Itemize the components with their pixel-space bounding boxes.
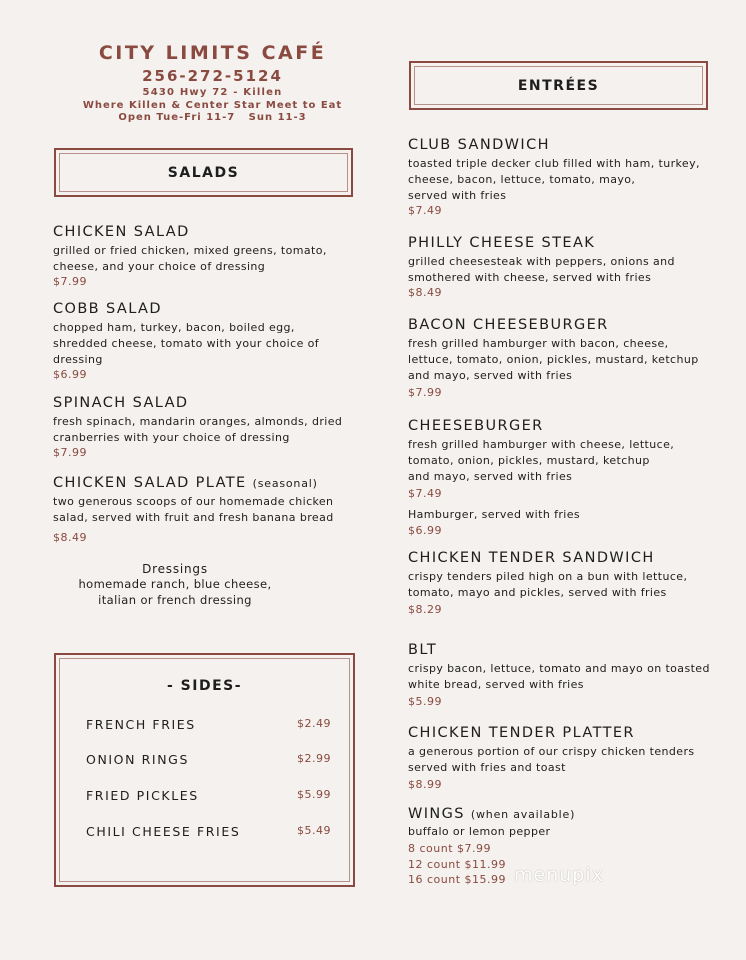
item-desc: Hamburger, served with fries [408,508,581,521]
item-desc: fresh spinach, mandarin oranges, almonds, dried cranberries with your choice of dressing [53,415,343,444]
entrees-title: ENTRÉES [517,77,600,94]
sides-box [54,653,355,887]
item-name: BLT [408,642,438,658]
item-price: $6.99 [53,368,87,381]
entree-item-chicken-tender-sandwich [408,550,738,616]
item-name: CHICKEN SALAD PLATE (seasonal) [53,475,318,491]
item-desc: two generous scoops of our homemade chicken salad, served with fruit and fresh banana bread [53,495,334,524]
item-price: $7.99 [53,275,87,288]
item-price: $7.49 [408,204,442,217]
salad-item-cobb-salad [53,301,383,381]
item-price: $8.99 [408,778,442,791]
item-name: CHICKEN TENDER PLATTER [408,725,635,741]
entree-item-chicken-tender-platter [408,725,738,791]
item-name: BACON CHEESEBURGER [408,317,609,333]
item-price: $7.49 [408,487,442,500]
item-desc: a generous portion of our crispy chicken tenders served with fries and toast [408,745,695,774]
item-price: $8.49 [53,531,87,544]
watermark: menupix [514,864,604,886]
item-name: SPINACH SALAD [53,395,189,411]
salad-item-spinach-salad [53,395,383,459]
salads-header-box [54,148,353,197]
item-name: CHICKEN TENDER SANDWICH [408,550,655,566]
sides-title: - SIDES- [166,678,243,694]
item-name: WINGS (when available) [408,806,576,822]
side-item: CHILI CHEESE FRIES $5.49 [86,824,331,839]
phone-number: 256-272-5124 [142,67,283,85]
entree-item-club-sandwich [408,137,738,217]
address: 5430 Hwy 72 - Killen [142,87,283,98]
dressings-list: homemade ranch, blue cheese, italian or french dressing [78,577,272,607]
side-item: ONION RINGS $2.99 [86,752,331,767]
item-price: $6.99 [408,524,442,537]
item-note: (seasonal) [252,477,318,490]
item-name: PHILLY CHEESE STEAK [408,235,596,251]
item-price: $7.99 [53,446,87,459]
hours: Open Tue-Fri 11-7 Sun 11-3 [118,112,307,123]
side-item: FRENCH FRIES $2.49 [86,717,331,732]
item-name: CHEESEBURGER [408,418,544,434]
item-desc: crispy bacon, lettuce, tomato and mayo on toasted white bread, served with fries [408,662,710,691]
item-desc: fresh grilled hamburger with bacon, cheese, lettuce, tomato, onion, pickles, mustard, ketchup and mayo, served with fries [408,337,699,382]
entree-item-blt [408,642,738,708]
item-desc: grilled or fried chicken, mixed greens, tomato, cheese, and your choice of dressing [53,244,327,273]
item-prices: 8 count $7.99 12 count $11.99 16 count $15.99 [408,842,507,886]
salads-title: SALADS [167,164,240,181]
item-name: CHICKEN SALAD [53,224,190,240]
item-name: COBB SALAD [53,301,162,317]
dressings-title: Dressings [142,562,208,576]
side-item: FRIED PICKLES $5.99 [86,788,331,803]
item-price: $8.29 [408,603,442,616]
entree-item-bacon-cheeseburger [408,317,738,399]
item-desc: toasted triple decker club filled with ham, turkey, cheese, bacon, lettuce, tomato, mayo, served with fries [408,157,700,202]
entree-item-hamburger [408,507,738,537]
item-desc: grilled cheesesteak with peppers, onions and smothered with cheese, served with fries [408,255,675,284]
dressings [60,562,290,608]
item-price: $7.99 [408,386,442,399]
entree-item-philly-cheese-steak [408,235,738,299]
entree-item-cheeseburger [408,418,738,500]
item-desc: buffalo or lemon pepper [408,825,551,838]
item-desc: fresh grilled hamburger with cheese, lettuce, tomato, onion, pickles, mustard, ketchup and mayo, served with fries [408,438,675,483]
item-note: (when available) [470,808,576,821]
salad-item-chicken-salad-plate [53,475,393,544]
entrees-header-box [409,61,708,110]
item-price: $8.49 [408,286,442,299]
restaurant-name: CITY LIMITS CAFÉ [98,42,327,64]
item-desc: crispy tenders piled high on a bun with lettuce, tomato, mayo and pickles, served with fries [408,570,688,599]
item-price: $5.99 [408,695,442,708]
item-name: CLUB SANDWICH [408,137,550,153]
item-desc: chopped ham, turkey, bacon, boiled egg, shredded cheese, tomato with your choice of dressing [53,321,320,366]
salad-item-chicken-salad [53,224,383,288]
tagline: Where Killen & Center Star Meet to Eat [82,100,343,111]
